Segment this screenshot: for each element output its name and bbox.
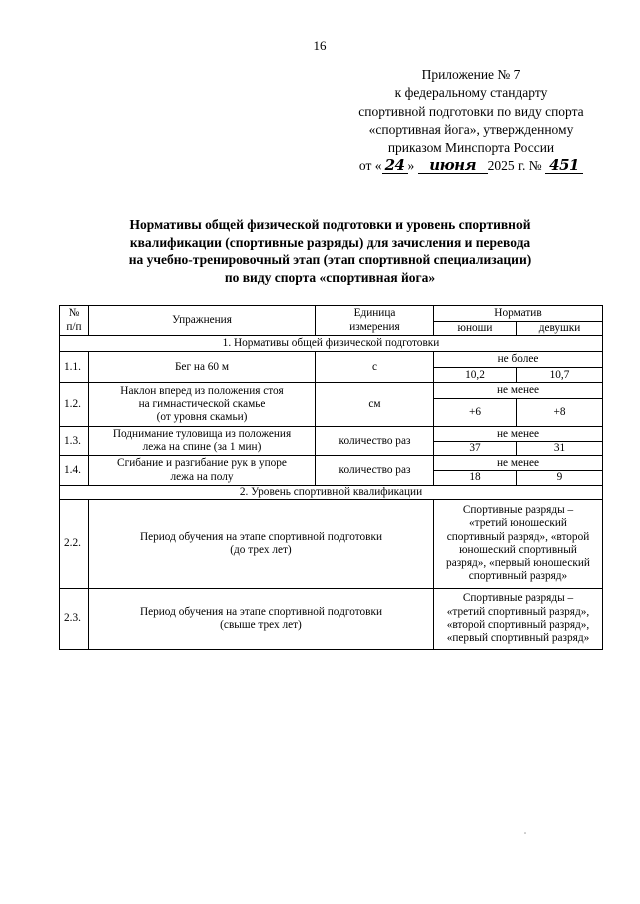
appendix-line-approved: «спортивная йога», утвержденному <box>368 121 574 137</box>
table-row <box>60 499 603 588</box>
header-number-symbol: № <box>68 307 80 320</box>
ranks-line: спортивный разряд», «второй <box>446 530 590 543</box>
ranks-line: спортивный разряд» <box>468 570 568 583</box>
period-line: Период обучения на этапе спортивной подготовки <box>139 530 383 543</box>
row-condition: не менее <box>434 456 603 471</box>
appendix-line-order: приказом Минспорта России <box>387 140 555 156</box>
table-row <box>60 383 603 399</box>
handwritten-month: июня <box>418 158 488 174</box>
header-boys: юноши <box>434 322 517 336</box>
row-number: 1.1. <box>60 352 89 383</box>
appendix-date-line <box>330 157 612 175</box>
row-unit: количество раз <box>316 456 434 485</box>
exercise-line: Поднимание туловища из положения <box>112 428 292 441</box>
row-number: 1.3. <box>60 427 89 456</box>
date-year: 2025 г. № <box>487 158 542 174</box>
ranks-line: юношеский спортивный <box>459 543 577 556</box>
header-number <box>60 306 89 336</box>
ranks-line: «третий юношеский <box>469 517 567 530</box>
appendix-line-sport: спортивной подготовки по виду спорта <box>358 103 584 119</box>
row-exercise <box>89 427 316 456</box>
row-unit: количество раз <box>316 427 434 456</box>
date-day-close: » <box>407 158 415 174</box>
ranks-line: разряд», «первый юношеский <box>446 557 590 570</box>
header-girls: девушки <box>517 322 603 336</box>
table-row <box>60 427 603 442</box>
ranks-line: Спортивные разряды – <box>462 592 574 605</box>
section-title: 1. Нормативы общей физической подготовки <box>60 336 603 352</box>
period-line: (до трех лет) <box>230 543 292 556</box>
table-row <box>60 456 603 471</box>
norms-table <box>59 305 603 650</box>
row-number: 1.4. <box>60 456 89 485</box>
value-girls: +8 <box>517 399 603 427</box>
table-header-row <box>60 306 603 322</box>
value-boys: 10,2 <box>434 368 517 383</box>
row-number: 2.3. <box>60 588 89 649</box>
title-line: квалификации (спортивные разряды) для зачисления и перевода <box>129 234 531 250</box>
row-exercise <box>89 383 316 427</box>
exercise-line: Сгибание и разгибание рук в упоре <box>117 457 287 470</box>
section-title: 2. Уровень спортивной квалификации <box>60 485 603 499</box>
row-unit: см <box>316 383 434 427</box>
row-number: 1.2. <box>60 383 89 427</box>
value-girls: 9 <box>517 471 603 485</box>
table-row <box>60 352 603 368</box>
row-period <box>89 588 434 649</box>
value-girls: 31 <box>517 442 603 456</box>
value-boys: 18 <box>434 471 517 485</box>
document-title <box>60 216 600 286</box>
scan-speck <box>522 830 528 836</box>
header-unit-line: Единица <box>353 307 396 320</box>
ranks-line: «первый спортивный разряд» <box>446 632 590 645</box>
exercise-line: Бег на 60 м <box>174 360 230 373</box>
row-period <box>89 499 434 588</box>
handwritten-day: 24 <box>382 158 408 174</box>
header-norm: Норматив <box>434 306 603 322</box>
handwritten-number: 451 <box>545 158 583 174</box>
exercise-line: Наклон вперед из положения стоя <box>120 384 284 397</box>
row-condition: не менее <box>434 427 603 442</box>
row-number: 2.2. <box>60 499 89 588</box>
title-line: на учебно-тренировочный этап (этап спортивной специализации) <box>128 252 532 267</box>
date-prefix: от « <box>358 158 382 174</box>
exercise-line: на гимнастической скамье <box>138 398 266 411</box>
table-row <box>60 588 603 649</box>
appendix-header <box>330 66 612 176</box>
ranks-line: «второй спортивный разряд», <box>446 618 590 631</box>
period-line: (свыше трех лет) <box>220 618 302 631</box>
row-condition: не более <box>434 352 603 368</box>
value-boys: 37 <box>434 442 517 456</box>
row-ranks <box>434 588 603 649</box>
row-exercise <box>89 352 316 383</box>
period-line: Период обучения на этапе спортивной подготовки <box>139 605 383 618</box>
header-number-abbr: п/п <box>66 320 82 333</box>
title-line: Нормативы общей физической подготовки и уровень спортивной <box>129 217 531 232</box>
row-ranks <box>434 499 603 588</box>
exercise-line: лежа на полу <box>170 470 234 483</box>
ranks-line: «третий спортивный разряд», <box>446 605 590 618</box>
header-exercises: Упражнения <box>89 306 316 336</box>
header-unit-line: измерения <box>349 320 400 333</box>
row-exercise <box>89 456 316 485</box>
ranks-line: Спортивные разряды – <box>462 504 574 517</box>
appendix-title: Приложение № 7 <box>421 67 521 82</box>
appendix-line-standard: к федеральному стандарту <box>394 85 548 101</box>
exercise-line: лежа на спине (за 1 мин) <box>142 441 262 454</box>
title-line: по виду спорта «спортивная йога» <box>224 269 436 285</box>
section-row <box>60 336 603 352</box>
row-unit: с <box>316 352 434 383</box>
value-girls: 10,7 <box>517 368 603 383</box>
section-row <box>60 485 603 499</box>
header-unit <box>316 306 434 336</box>
row-condition: не менее <box>434 383 603 399</box>
exercise-line: (от уровня скамьи) <box>156 411 248 424</box>
page-number: 16 <box>313 38 327 53</box>
value-boys: +6 <box>434 399 517 427</box>
